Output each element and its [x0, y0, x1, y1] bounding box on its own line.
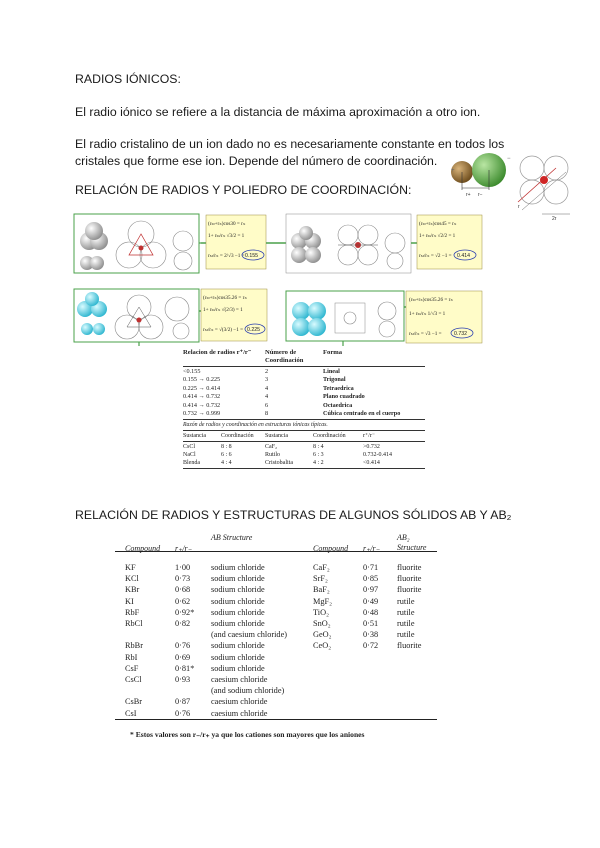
ab-ratio-cell: 0·68: [175, 585, 191, 595]
header-ratio-ab: r₊/r₋: [175, 544, 192, 553]
svg-text:+: +: [451, 168, 455, 174]
formula-result-3: 0.225: [247, 327, 260, 333]
square-coordination-figure: [508, 152, 584, 222]
label-r: r: [518, 204, 520, 210]
ab-structure-cell: caesium chloride: [211, 675, 268, 684]
table-row: CsCl 8 : 8 CaF₂ 8 : 4 >0.732: [183, 444, 380, 451]
ab-ratio-cell: 0·82: [175, 619, 191, 628]
svg-text:1+ rM/rX √3/2 = 1: 1+ rM/rX √3/2 = 1: [208, 233, 245, 239]
ab2-ratio-cell: 0·71: [363, 563, 379, 572]
header-compound-ab: Compound: [125, 544, 161, 553]
ab-ratio-cell: 0·76: [175, 708, 191, 718]
coordination-figures-panel: [73, 211, 498, 346]
ab-compound-cell: KF: [125, 563, 136, 572]
svg-text:rM/rX = √3 −1 =: rM/rX = √3 −1 =: [409, 331, 442, 337]
ab2-structure-cell: fluorite: [397, 585, 422, 595]
heading-relacion-radios-estructuras: RELACIÓN DE RADIOS Y ESTRUCTURAS DE ALGUNOS SÓLIDOS AB Y AB₂: [75, 508, 512, 522]
ab2-compound-cell: CeO₂: [313, 641, 332, 651]
paragraph-crystal-radius-line2: cristales que forme ese ion. Depende del número de coordinación.: [75, 154, 438, 168]
svg-text:1+ rM/rX 1/√3 = 1: 1+ rM/rX 1/√3 = 1: [409, 311, 446, 317]
ab2-structure-cell: rutile: [397, 596, 415, 606]
svg-text:1+ rM/rX √(2/3) = 1: 1+ rM/rX √(2/3) = 1: [203, 307, 243, 313]
table-row: Blenda 4 : 4 Cristobalita 4 : 2 <0.414: [183, 460, 380, 467]
ab-ratio-cell: 0·87: [175, 697, 191, 707]
ab2-compound-cell: MgF₂: [313, 596, 333, 606]
ab2-ratio-cell: 0·49: [363, 596, 379, 606]
ab2-ratio-cell: 0·48: [363, 607, 379, 617]
ab-compound-cell: RbF: [125, 607, 140, 617]
header-compound-ab2: Compound: [313, 544, 349, 553]
ab-structure-cell: sodium chloride: [211, 619, 265, 628]
ab2-ratio-cell: 0·38: [363, 630, 379, 640]
svg-text:(rM+rX)cos45 = rX: (rM+rX)cos45 = rX: [419, 221, 457, 227]
formula-result-2: 0.414: [457, 253, 470, 259]
table-row: NaCl 6 : 6 Rutilo 6 : 3 0.732-0.414: [183, 452, 392, 459]
table-row: 0.732 → 0.999 8 Cúbica centrado en el cuerpo: [183, 410, 401, 418]
ab-compound-cell: RbI: [125, 652, 138, 662]
ab2-ratio-cell: 0·51: [363, 619, 379, 628]
ab2-ratio-cell: 0·72: [363, 641, 379, 651]
coordination-table-header: Relacion de radios r⁺/r⁻ Número de Coordinación Forma: [183, 349, 343, 364]
ab-structure-cell: sodium chloride: [211, 563, 265, 572]
svg-text:(rM+rX)cos30 = rX: (rM+rX)cos30 = rX: [208, 221, 246, 227]
ab-structure-cell: (and caesium chloride): [211, 630, 288, 640]
table-row: 0.414 → 0.732 6 Octaedrica: [183, 401, 353, 409]
header-structure-ab: AB Structure: [211, 533, 253, 542]
ab-structure-cell: sodium chloride: [211, 607, 265, 617]
ab2-structure-cell: rutile: [397, 607, 415, 617]
table-row: 0.414 → 0.732 4 Plano cuadrado: [183, 393, 365, 401]
ab2-structure-cell: fluorite: [397, 574, 422, 584]
ab-compound-cell: CsBr: [125, 697, 143, 707]
svg-text:1+ rM/rX √2/2 = 1: 1+ rM/rX √2/2 = 1: [419, 233, 456, 239]
paragraph-ionic-radius: El radio iónico se refiere a la distancia de máxima aproximación a otro ion.: [75, 105, 481, 119]
sub-table-header: Sustancia Coordinación Sustancia Coordinación r⁺/r⁻: [183, 433, 375, 440]
label-r-minus: r−: [478, 192, 483, 198]
ab2-structure-cell: fluorite: [397, 563, 422, 572]
header-ratio-ab2: r₊/r₋: [363, 544, 380, 553]
ab-compound-cell: CsCl: [125, 675, 142, 684]
svg-text:rM/rX = √(3/2) −1 =: rM/rX = √(3/2) −1 =: [203, 327, 244, 333]
ab-compound-cell: RbBr: [125, 641, 143, 651]
ab-compound-cell: KI: [125, 596, 134, 606]
ab2-ratio-cell: 0·97: [363, 585, 379, 595]
svg-text:(rM+rX)cos35.26 = rX: (rM+rX)cos35.26 = rX: [203, 295, 247, 301]
formula-result-4: 0.732: [454, 331, 467, 337]
ab-ratio-cell: 0·81*: [175, 663, 195, 673]
ab2-structure-cell: rutile: [397, 630, 415, 640]
svg-text:−: −: [507, 156, 511, 162]
table-row: 0.155 → 0.225 3 Trigonal: [183, 376, 346, 384]
ab2-compound-cell: CaF₂: [313, 563, 330, 572]
label-2r: 2r: [552, 216, 557, 222]
ab-ratio-cell: 0·62: [175, 596, 191, 606]
ab-compound-cell: CsF: [125, 663, 139, 673]
ab-compound-cell: CsI: [125, 708, 137, 718]
ab-structure-cell: sodium chloride: [211, 574, 265, 584]
heading-relacion-radios-poliedro: RELACIÓN DE RADIOS Y POLIEDRO DE COORDINACIÓN:: [75, 183, 412, 197]
ab-ratio-cell: 0·76: [175, 641, 191, 651]
ab-ratio-cell: 0·73: [175, 574, 191, 584]
table-row: <0.155 2 Lineal: [183, 368, 340, 375]
svg-text:(rM+rX)cos35.26 = rX: (rM+rX)cos35.26 = rX: [409, 297, 453, 303]
ab-structure-cell: sodium chloride: [211, 585, 265, 595]
header-structure-ab2: AB₂ Structure: [397, 533, 427, 552]
ab-compound-cell: RbCl: [125, 619, 143, 628]
ab2-compound-cell: TiO₂: [313, 607, 329, 617]
formula-result-1: 0.155: [245, 253, 258, 259]
ab-structure-cell: caesium chloride: [211, 697, 268, 707]
ab-compound-cell: KBr: [125, 585, 140, 595]
ab-ratio-cell: 0·92*: [175, 607, 195, 617]
table-footnote: * Estos valores son r₋/r₊ ya que los cationes son mayores que los aniones: [130, 730, 365, 739]
ab2-structure-cell: fluorite: [397, 641, 422, 651]
ab-structure-cell: sodium chloride: [211, 652, 265, 662]
label-r-plus: r+: [466, 192, 471, 198]
ab-compound-cell: KCl: [125, 574, 139, 584]
ab-structure-cell: sodium chloride: [211, 641, 265, 651]
coordination-table: [183, 349, 425, 470]
table-row: 0.225 → 0.414 4 Tetraedrica: [183, 384, 354, 392]
svg-text:rM/rX = 2/√3 −1 =: rM/rX = 2/√3 −1 =: [208, 253, 245, 259]
ab2-compound-cell: SrF₂: [313, 574, 328, 584]
ab2-structure-cell: rutile: [397, 619, 415, 628]
ab-ratio-cell: 0·93: [175, 675, 191, 684]
ab-structure-cell: caesium chloride: [211, 708, 268, 718]
ab2-compound-cell: BaF₂: [313, 585, 330, 595]
ab-ratio-cell: 0·69: [175, 652, 191, 662]
ab-structure-cell: (and sodium chloride): [211, 686, 285, 696]
ab-structure-cell: sodium chloride: [211, 663, 265, 673]
ab2-compound-cell: GeO₂: [313, 630, 332, 640]
paragraph-crystal-radius-line1: El radio cristalino de un ion dado no es necesariamente constante en todos los: [75, 137, 505, 151]
heading-radios-ionicos: RADIOS IÓNICOS:: [75, 72, 181, 86]
ab2-compound-cell: SnO₂: [313, 619, 331, 628]
ab2-ratio-cell: 0·85: [363, 574, 379, 584]
svg-text:rM/rX = √2 −1 =: rM/rX = √2 −1 =: [419, 253, 452, 259]
coordination-table-caption: Razón de radios y coordinación en estructuras iónicas típicas.: [183, 422, 328, 429]
ab-ratio-cell: 1·00: [175, 563, 191, 572]
ab-structure-cell: sodium chloride: [211, 596, 265, 606]
ab-structures-table: [115, 531, 437, 740]
